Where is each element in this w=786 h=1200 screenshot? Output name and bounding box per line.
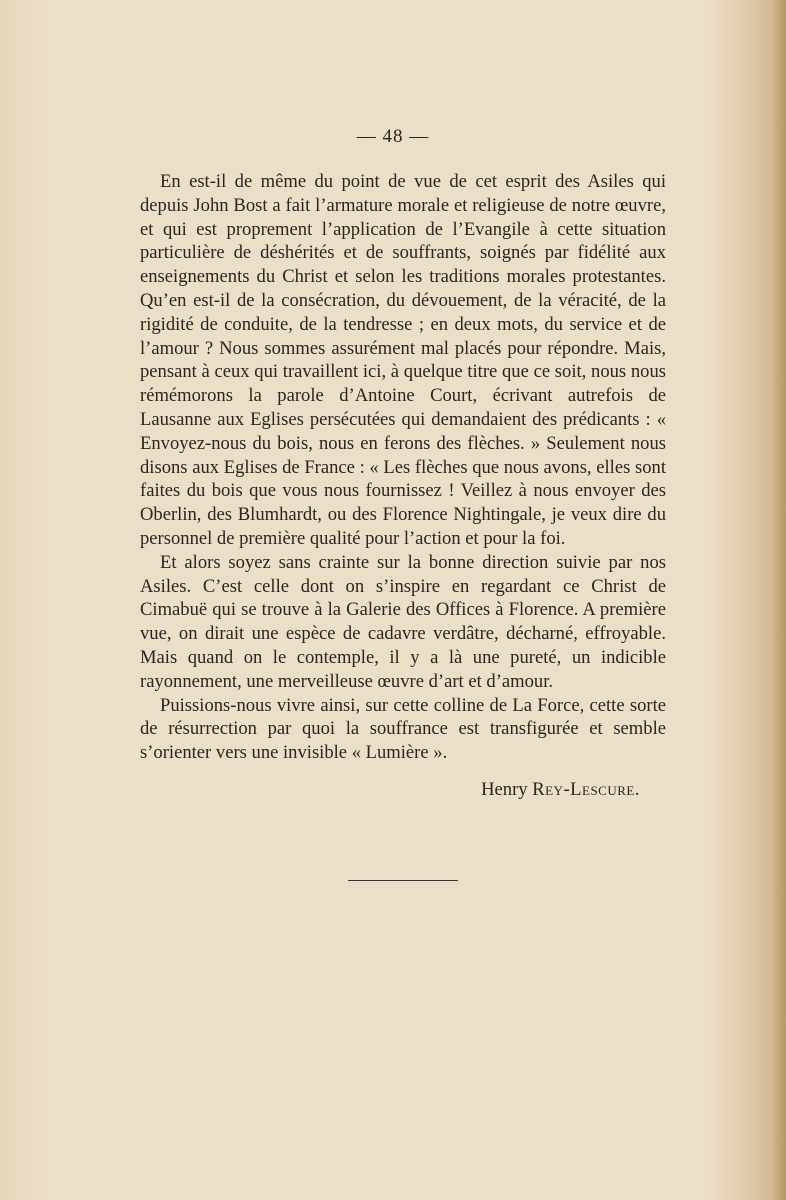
end-rule-divider	[348, 880, 458, 881]
page-edge-shadow	[772, 0, 786, 1200]
body-text	[140, 170, 666, 765]
author-signature	[140, 778, 640, 802]
page-number: — 48 —	[356, 126, 430, 147]
signature-first-name: Henry	[481, 779, 528, 800]
paragraph-3: Puissions-nous vivre ainsi, sur cette colline de La Force, cette sorte de résurrection par quoi la souffrance est transfigurée et semble s’orienter vers une invisible « Lumière ».	[140, 694, 666, 764]
signature-surname: Rey-Lescure.	[532, 779, 640, 800]
paragraph-2: Et alors soyez sans crainte sur la bonne direction suivie par nos Asiles. C’est celle dont on s’inspire en regardant ce Christ de Cimabuë qui se trouve à la Galerie des Offices à Florence. A première vue, on dirait une espèce de cadavre verdâtre, décharné, effroyable. Mais quand on le contemple, il y a là une pureté, un indicible rayonnement, une merveilleuse œuvre d’art et d’amour.	[140, 551, 666, 692]
paragraph-1: En est-il de même du point de vue de cet esprit des Asiles qui depuis John Bost a fait l’armature morale et religieuse de notre œuvre, et qui est proprement l’application de l’Evangile à cette situation particulière de déshérités et de souffrants, soignés par fidélité aux enseignements du Christ et selon les traditions morales protestantes. Qu’en est-il de la consécration, du dévouement, de la véracité, de la rigidité de conduite, de la tendresse ; en deux mots, du service et de l’amour ? Nous sommes assurément mal placés pour répondre. Mais, pensant à ceux qui travaillent ici, à quelque titre que ce soit, nous nous rémémorons la parole d’Antoine Court, écrivant autrefois de Lausanne aux Eglises persécutées qui demandaient des prédicants : « Envoyez-nous du bois, nous en ferons des flèches. » Seulement nous disons aux Eglises de France : « Les flèches que nous avons, elles sont faites du bois que vous nous fournissez ! Veillez à nous envoyer des Oberlin, des Blumhardt, ou des Florence Nightingale, je veux dire du personnel de première qualité pour l’action et pour la foi.	[140, 171, 666, 549]
